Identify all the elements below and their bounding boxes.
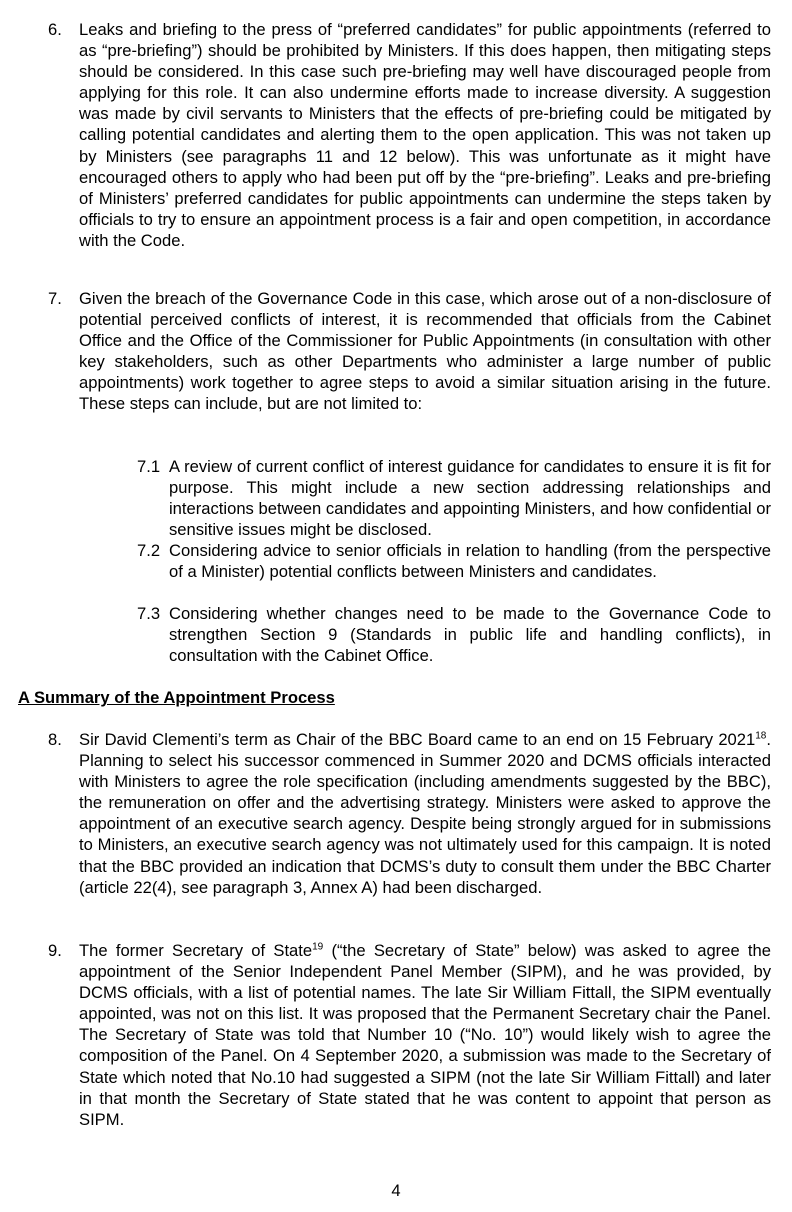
subitem-7-1: [0, 456, 792, 540]
section-heading: A Summary of the Appointment Process: [18, 688, 335, 707]
text-after-footnote: (“the Secretary of State” below) was asked to agree the appointment of the Senior Independent Panel Member (SIPM), and he was provided, by DCMS officials, with a list of potential names. The late Sir William Fittall, the SIPM eventually appointed, was not on this list. It was proposed that the Permanent Secretary chair the Panel. The Secretary of State was told that Number 10 (“No. 10”) would likely wish to agree the composition of the Panel. On 4 September 2020, a submission was made to the Secretary of State which noted that No.10 had suggested a SIPM (not the late Sir William Fittall) and later in that month the Secretary of State stated that he was content to appoint that person as SIPM.: [79, 941, 771, 1129]
subitem-7-3: [0, 603, 792, 666]
subitem-7-2: [0, 540, 792, 582]
paragraph-number: 8.: [48, 730, 62, 749]
page-number: 4: [391, 1181, 401, 1200]
paragraph-number: 6.: [48, 20, 62, 39]
paragraph-number: 9.: [48, 941, 62, 960]
subitem-number: 7.3: [137, 604, 161, 623]
text-before-footnote: The former Secretary of State: [79, 941, 313, 960]
subitem-text: Considering advice to senior officials in relation to handling (from the perspective of a Minister) potential conflicts between Ministers and candidates.: [169, 541, 771, 582]
paragraph-7: [0, 288, 792, 415]
text-after-footnote: . Planning to select his successor commenced in Summer 2020 and DCMS officials interacted with Ministers to agree the role specification (including amendments suggested by the BBC), the remuneration on offer and the advertising strategy. Ministers were asked to approve the appointment of an executive search agency. Despite being strongly argued for in submissions to Ministers, an executive search agency was not ultimately used for this campaign. It is noted that the BBC provided an indication that DCMS’s duty to consult them under the BBC Charter (article 22(4), see paragraph 3, Annex A) had been discharged.: [79, 730, 771, 897]
subitem-number: 7.1: [137, 457, 161, 476]
paragraph-6: [0, 19, 792, 251]
text-before-footnote: Sir David Clementi’s term as Chair of the BBC Board came to an end on 15 February 2021: [79, 730, 756, 749]
footnote-marker: 18: [755, 730, 767, 742]
subitem-number: 7.2: [137, 541, 161, 560]
subitem-text: Considering whether changes need to be made to the Governance Code to strengthen Section 9 (Standards in public life and handling conflicts), in consultation with the Cabinet Office.: [169, 604, 771, 666]
paragraph-8: [0, 729, 792, 898]
paragraph-9: [0, 940, 792, 1130]
paragraph-text: [79, 940, 771, 1130]
paragraph-text: Leaks and briefing to the press of “preferred candidates” for public appointments (referred to as “pre-briefing”) should be prohibited by Ministers. If this does happen, then mitigating steps should be considered. In this case such pre-briefing may well have discouraged people from applying for this role. It can also undermine efforts made to increase diversity. A suggestion was made by civil servants to Ministers that the effects of pre-briefing could be mitigated by calling potential candidates and alerting them to the open application. This was not taken up by Ministers (see paragraphs 11 and 12 below). This was unfortunate as it might have encouraged others to apply who had been put off by the “pre-briefing”. Leaks and pre-briefing of Ministers’ preferred candidates for public appointments can undermine the steps taken by officials to try to ensure an appointment process is a fair and open competition, in accordance with the Code.: [79, 20, 771, 250]
paragraph-number: 7.: [48, 289, 62, 308]
footnote-marker: 19: [312, 941, 324, 953]
paragraph-text: [79, 729, 771, 898]
subitem-text: A review of current conflict of interest guidance for candidates to ensure it is fit for purpose. This might include a new section addressing relationships and interactions between candidates and appointing Ministers, and how confidential or sensitive issues might be disclosed.: [169, 457, 771, 540]
paragraph-text: Given the breach of the Governance Code in this case, which arose out of a non-disclosure of potential perceived conflicts of interest, it is recommended that officials from the Cabinet Office and the Office of the Commissioner for Public Appointments (in consultation with other key stakeholders, such as other Departments who administer a large number of public appointments) work together to agree steps to avoid a similar situation arising in the future. These steps can include, but are not limited to:: [79, 289, 771, 414]
